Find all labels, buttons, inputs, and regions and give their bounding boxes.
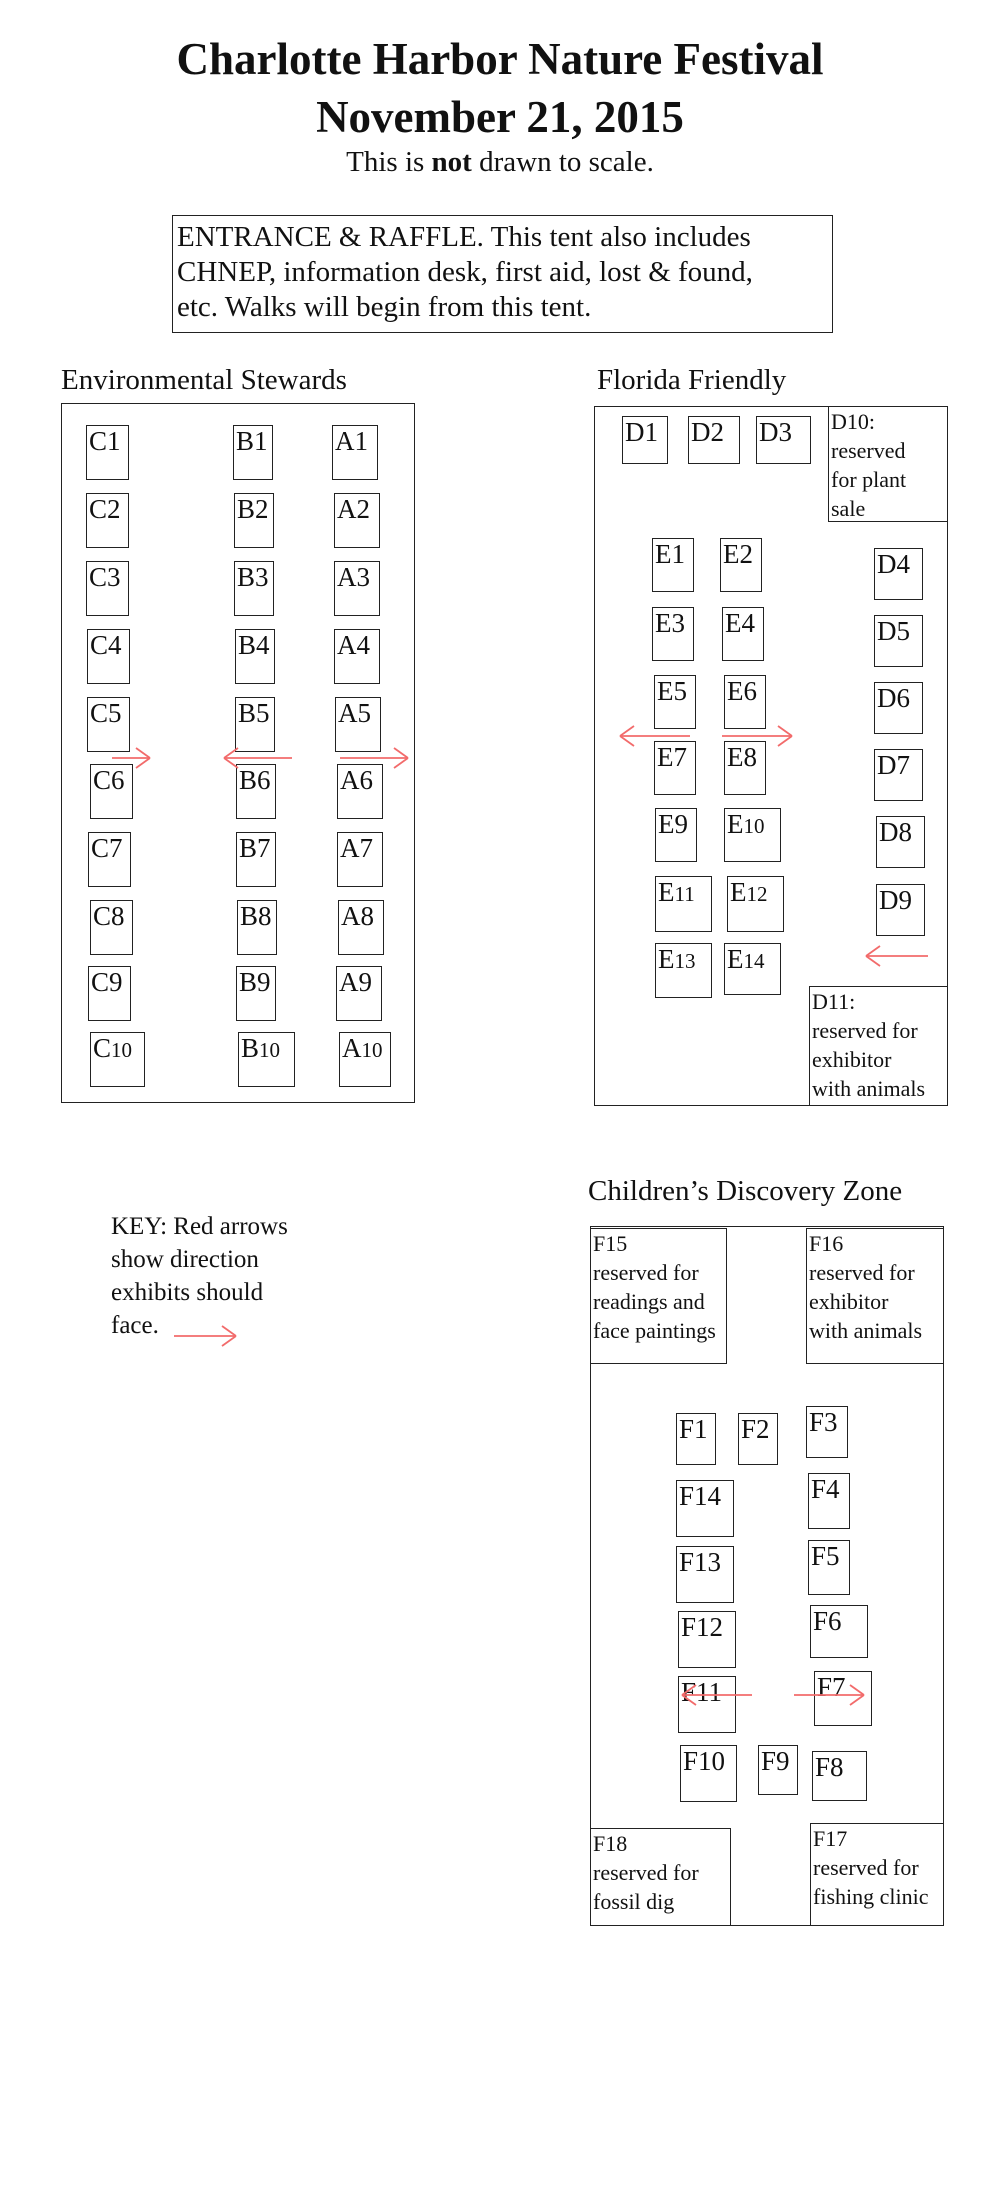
booth-d11-animals: D11: reserved for exhibitor with animals: [809, 986, 948, 1106]
booth-e9: E9: [655, 808, 697, 862]
booth-a6: A6: [337, 764, 383, 819]
booth-c7: C7: [88, 832, 131, 887]
zone-title-childrens-discovery: Children’s Discovery Zone: [588, 1175, 903, 1207]
booth-b6: B6: [236, 764, 276, 819]
map-key: KEY: Red arrows show direction exhibits should face.: [111, 1213, 288, 1339]
booth-e3: E3: [652, 607, 694, 661]
booth-c2: C2: [86, 493, 129, 548]
booth-f14: F14: [676, 1480, 734, 1537]
booth-f8: F8: [812, 1751, 867, 1801]
booth-f1: F1: [676, 1413, 716, 1465]
booth-d6: D6: [874, 682, 923, 734]
booth-f5: F5: [808, 1540, 850, 1595]
booth-f6: F6: [810, 1605, 868, 1658]
booth-e13: E13: [655, 943, 712, 998]
booth-f3: F3: [806, 1406, 848, 1458]
booth-c6: C6: [90, 764, 133, 819]
booth-f17-fishing-clinic: F17 reserved for fishing clinic: [810, 1823, 944, 1926]
booth-d8: D8: [876, 816, 925, 868]
booth-b3: B3: [234, 561, 274, 616]
scale-note: This is not drawn to scale.: [346, 146, 654, 178]
zone-title-environmental-stewards: Environmental Stewards: [61, 364, 347, 396]
booth-f4: F4: [808, 1473, 850, 1529]
booth-d3: D3: [756, 416, 811, 464]
booth-a9: A9: [336, 966, 382, 1021]
booth-a1: A1: [332, 425, 378, 480]
booth-b9: B9: [236, 966, 276, 1021]
booth-f7: F7: [814, 1671, 872, 1726]
booth-c3: C3: [86, 561, 129, 616]
booth-d4: D4: [874, 548, 923, 600]
booth-a5: A5: [335, 697, 381, 752]
booth-b2: B2: [234, 493, 274, 548]
booth-a7: A7: [337, 832, 383, 887]
booth-f15-readings: F15 reserved for readings and face paintings: [590, 1228, 727, 1364]
booth-c5: C5: [87, 697, 130, 752]
booth-d1: D1: [622, 416, 668, 464]
booth-e8: E8: [724, 741, 766, 795]
booth-d9: D9: [876, 884, 925, 936]
booth-d7: D7: [874, 749, 923, 801]
booth-f10: F10: [680, 1745, 737, 1802]
booth-e5: E5: [654, 675, 696, 729]
map-date: November 21, 2015: [316, 92, 684, 142]
booth-f12: F12: [678, 1611, 736, 1668]
booth-f16-animals: F16 reserved for exhibitor with animals: [806, 1228, 944, 1364]
booth-b4: B4: [235, 629, 275, 684]
booth-e11: E11: [655, 876, 712, 932]
booth-d2: D2: [688, 416, 740, 464]
booth-c1: C1: [86, 425, 129, 480]
booth-a4: A4: [334, 629, 380, 684]
booth-b7: B7: [236, 832, 276, 887]
booth-b1: B1: [233, 425, 273, 480]
booth-e14: E14: [724, 943, 781, 995]
booth-a8: A8: [338, 900, 384, 955]
booth-e1: E1: [652, 538, 694, 592]
booth-c10: C10: [90, 1032, 145, 1087]
booth-f18-fossil-dig: F18 reserved for fossil dig: [590, 1828, 731, 1926]
booth-e4: E4: [722, 607, 764, 661]
booth-a2: A2: [334, 493, 380, 548]
booth-e12: E12: [727, 876, 784, 932]
booth-c8: C8: [90, 900, 133, 955]
booth-b10: B10: [238, 1032, 295, 1087]
booth-e2: E2: [720, 538, 762, 592]
booth-a3: A3: [334, 561, 380, 616]
booth-b8: B8: [237, 900, 277, 955]
booth-a10: A10: [339, 1032, 391, 1087]
zone-title-florida-friendly: Florida Friendly: [597, 364, 787, 396]
booth-f11: F11: [678, 1676, 736, 1733]
entrance-tent: ENTRANCE & RAFFLE. This tent also includes CHNEP, information desk, first aid, lost & found, etc. Walks will begin from this tent.: [172, 215, 833, 333]
booth-f13: F13: [676, 1546, 734, 1603]
booth-c4: C4: [87, 629, 130, 684]
booth-d5: D5: [874, 615, 923, 667]
booth-e10: E10: [724, 808, 781, 862]
booth-f9: F9: [758, 1745, 798, 1795]
booth-e6: E6: [724, 675, 766, 729]
booth-b5: B5: [235, 697, 275, 752]
booth-e7: E7: [654, 741, 696, 795]
booth-d10-plant-sale: D10: reserved for plant sale: [828, 406, 948, 522]
booth-f2: F2: [738, 1413, 778, 1465]
booth-c9: C9: [88, 966, 131, 1021]
map-title: Charlotte Harbor Nature Festival: [176, 34, 824, 84]
